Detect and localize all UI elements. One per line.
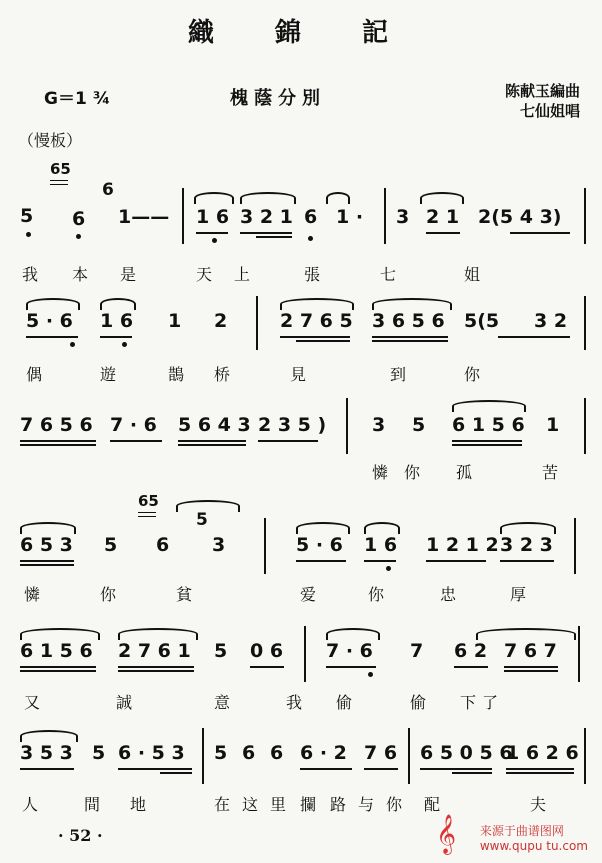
note: 7 6 5 6	[20, 414, 93, 436]
underline	[118, 670, 194, 672]
singer-credit: 七仙姐唱	[519, 102, 580, 120]
underline	[498, 336, 570, 338]
note: 7 6	[364, 742, 398, 764]
note: 3	[372, 414, 386, 436]
note: 6 · 2	[300, 742, 347, 764]
underline	[20, 444, 96, 446]
low-octave-dot	[70, 342, 75, 347]
underline	[118, 666, 194, 668]
lyric: 攔	[300, 795, 317, 814]
underline	[364, 560, 396, 562]
underline	[296, 340, 350, 342]
slur	[280, 298, 354, 310]
underline	[504, 670, 558, 672]
underline	[452, 772, 492, 774]
note: 3	[396, 206, 410, 228]
note: 1 2 1 2	[426, 534, 499, 556]
lyric: 路	[330, 795, 347, 814]
note: 6	[242, 742, 256, 764]
underline	[20, 564, 74, 566]
note: 1 6 2 6	[506, 742, 579, 764]
underline	[118, 768, 192, 770]
lyric: 又	[24, 693, 41, 712]
slur	[452, 400, 526, 412]
watermark-line-2: www.qupu tu.com	[479, 839, 588, 853]
note: 6 5 0 5 6	[420, 742, 513, 764]
slur	[326, 192, 350, 204]
underline	[138, 516, 156, 517]
underline	[256, 236, 292, 238]
bar-line	[182, 188, 184, 244]
lyric: 地	[130, 795, 147, 814]
low-octave-dot	[386, 566, 391, 571]
lyric: 張	[304, 265, 321, 284]
lyric: 七	[380, 265, 397, 284]
low-octave-dot	[76, 234, 81, 239]
bar-line	[256, 296, 258, 350]
lyric: 在	[214, 795, 231, 814]
lyric: 間	[84, 795, 101, 814]
underline	[20, 560, 74, 562]
note: 5(5	[464, 310, 500, 332]
underline	[296, 560, 346, 562]
low-octave-dot	[122, 342, 127, 347]
lyric: 了	[482, 693, 499, 712]
underline	[26, 336, 78, 338]
note: 3	[212, 534, 226, 556]
underline	[50, 184, 68, 185]
low-octave-dot	[26, 232, 31, 237]
lyric: 我	[22, 265, 39, 284]
lyric: 桥	[214, 365, 231, 384]
bar-line	[578, 626, 580, 682]
underline	[250, 666, 284, 668]
underline	[452, 440, 522, 442]
lyric: 夫	[530, 795, 547, 814]
note: 2	[214, 310, 228, 332]
lyric: 天	[196, 265, 213, 284]
underline	[160, 772, 192, 774]
note: 7 · 6	[110, 414, 157, 436]
lyric: 憐	[24, 585, 41, 604]
note: 7 · 6	[326, 640, 373, 662]
underline	[372, 336, 448, 338]
note: 6 1 5 6	[20, 640, 93, 662]
slur	[326, 628, 380, 640]
lyric: 上	[234, 265, 251, 284]
bar-line	[346, 398, 348, 454]
lyric: 与	[358, 795, 375, 814]
underline	[454, 666, 488, 668]
lyric: 見	[290, 365, 307, 384]
lyric: 这	[242, 795, 259, 814]
underline	[20, 670, 96, 672]
bar-line	[304, 626, 306, 682]
bar-line	[202, 728, 204, 784]
note: 2 7 6 5	[280, 310, 353, 332]
lyric: 誠	[116, 693, 133, 712]
slur	[194, 192, 234, 204]
lyric: 孤	[456, 463, 473, 482]
underline	[506, 772, 574, 774]
note: 1	[168, 310, 182, 332]
underline	[50, 180, 68, 181]
note: 5	[92, 742, 106, 764]
bar-line	[574, 518, 576, 574]
lyric: 本	[72, 265, 89, 284]
note: 7 6 7	[504, 640, 557, 662]
grace-note: 65	[50, 160, 71, 178]
note: 6 2	[454, 640, 488, 662]
note: 3 6 5 6	[372, 310, 445, 332]
slur	[372, 298, 452, 310]
slur	[476, 628, 576, 640]
bar-line	[384, 188, 386, 244]
note: 5	[214, 640, 228, 662]
bar-line	[584, 296, 586, 350]
underline	[426, 232, 460, 234]
lyric: 姐	[464, 265, 481, 284]
lyric: 人	[22, 795, 39, 814]
lyric: 配	[424, 795, 441, 814]
lyric: 你	[100, 585, 117, 604]
note: 2 3 5 )	[258, 414, 327, 436]
underline	[178, 444, 246, 446]
underline	[110, 440, 162, 442]
note: 6	[72, 208, 86, 230]
bar-line	[264, 518, 266, 574]
slur	[20, 522, 76, 534]
note: 2(5 4 3)	[478, 206, 562, 228]
slur	[364, 522, 400, 534]
note: 6 · 5 3	[118, 742, 185, 764]
note: 6	[156, 534, 170, 556]
lyric: 貧	[176, 585, 193, 604]
note: 6 5 3	[20, 534, 73, 556]
note: 5	[214, 742, 228, 764]
underline	[510, 232, 570, 234]
bar-line	[584, 728, 586, 784]
page-title: 織 錦 記	[187, 18, 415, 48]
low-octave-dot	[368, 672, 373, 677]
lyric: 憐	[372, 463, 389, 482]
note: 3 2	[534, 310, 568, 332]
underline	[240, 232, 292, 234]
underline	[100, 336, 132, 338]
note: 6 1 5 6	[452, 414, 525, 436]
grace-note: 65	[138, 492, 159, 510]
low-octave-dot	[212, 238, 217, 243]
note: 1 ·	[336, 206, 364, 228]
slur	[500, 522, 556, 534]
lyric: 厚	[510, 585, 527, 604]
lyric: 偷	[410, 693, 427, 712]
note: 5 · 6	[26, 310, 73, 332]
slur	[176, 500, 240, 512]
note: 6	[270, 742, 284, 764]
lyric: 里	[270, 795, 287, 814]
bar-line	[584, 188, 586, 244]
note: 3 2 3	[500, 534, 553, 556]
grace-note: 5	[196, 510, 208, 530]
lyric: 遊	[100, 365, 117, 384]
song-subtitle: 槐蔭分別	[230, 88, 326, 109]
underline	[196, 232, 228, 234]
page-number: · 52 ·	[58, 826, 103, 845]
lyric: 鵲	[168, 365, 185, 384]
note: 0 6	[250, 640, 284, 662]
underline	[364, 768, 398, 770]
key-signature: G＝1 ¾	[44, 89, 111, 109]
lyric: 你	[386, 795, 403, 814]
note: 1 6	[100, 310, 134, 332]
lyric: 你	[404, 463, 421, 482]
note: 5	[104, 534, 118, 556]
underline	[258, 440, 318, 442]
underline	[500, 560, 554, 562]
lyric: 你	[368, 585, 385, 604]
lyric: 下	[460, 693, 477, 712]
lyric: 忠	[440, 585, 457, 604]
underline	[280, 336, 350, 338]
underline	[300, 768, 352, 770]
note: 6	[304, 206, 318, 228]
underline	[372, 340, 448, 342]
bar-line	[584, 398, 586, 454]
note: 1 6	[196, 206, 230, 228]
note: 1——	[118, 206, 170, 228]
note: 5 · 6	[296, 534, 343, 556]
tempo-marking: （慢板）	[18, 131, 83, 150]
underline	[138, 512, 156, 513]
composer-credit: 陈献玉編曲	[504, 82, 580, 100]
lyric: 偶	[26, 365, 43, 384]
underline	[506, 768, 574, 770]
lyric: 苦	[542, 463, 559, 482]
grace-note: 6	[102, 180, 114, 200]
lyric: 意	[214, 693, 231, 712]
underline	[20, 440, 96, 442]
underline	[178, 440, 246, 442]
note: 3 2 1	[240, 206, 293, 228]
slur	[118, 628, 198, 640]
slur	[420, 192, 464, 204]
lyric: 偷	[336, 693, 353, 712]
underline	[426, 560, 486, 562]
lyric: 爱	[300, 585, 317, 604]
note: 2 1	[426, 206, 460, 228]
note: 5	[412, 414, 426, 436]
watermark-line-1: 来源于曲谱图网	[479, 824, 564, 838]
note: 3 5 3	[20, 742, 73, 764]
treble-clef-icon: 𝄞	[436, 814, 457, 854]
low-octave-dot	[308, 236, 313, 241]
underline	[452, 444, 522, 446]
bar-line	[408, 728, 410, 784]
slur	[26, 298, 80, 310]
slur	[20, 730, 78, 742]
note: 5 6 4 3	[178, 414, 251, 436]
note: 2 7 6 1	[118, 640, 191, 662]
underline	[420, 768, 492, 770]
note: 1 6	[364, 534, 398, 556]
note: 5	[20, 205, 34, 227]
slur	[240, 192, 296, 204]
underline	[326, 666, 376, 668]
underline	[504, 666, 558, 668]
underline	[20, 768, 74, 770]
slur	[100, 298, 136, 310]
note: 1	[546, 414, 560, 436]
underline	[20, 666, 96, 668]
lyric: 我	[286, 693, 303, 712]
slur	[296, 522, 350, 534]
lyric: 是	[120, 265, 137, 284]
watermark	[480, 822, 588, 853]
lyric: 你	[464, 365, 481, 384]
note: 7	[410, 640, 424, 662]
lyric: 到	[390, 365, 407, 384]
slur	[20, 628, 100, 640]
